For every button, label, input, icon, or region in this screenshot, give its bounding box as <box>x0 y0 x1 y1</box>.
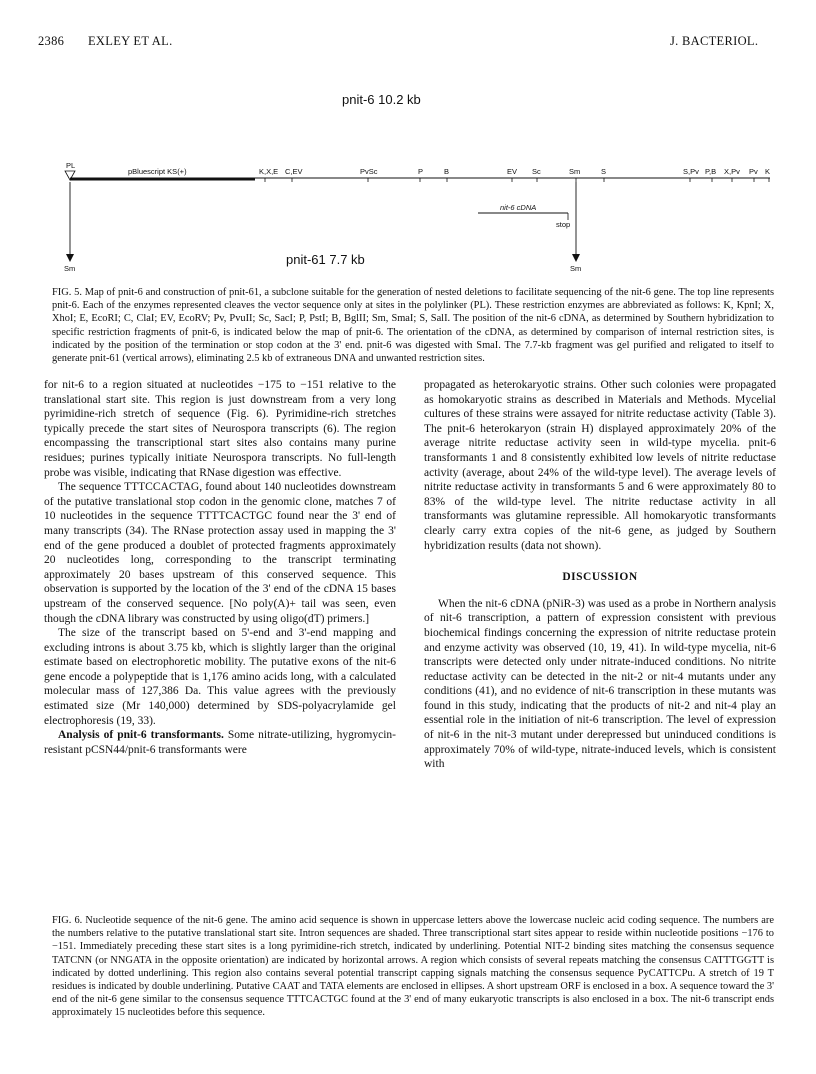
site-label: K <box>765 167 771 176</box>
left-column <box>44 378 396 757</box>
section-run-in-heading: Analysis of pnit-6 transformants. <box>58 729 224 742</box>
map-title: pnit-6 10.2 kb <box>342 92 421 107</box>
site-label: C,EV <box>285 167 303 176</box>
vector-label: pBluescript KS(+) <box>128 167 187 176</box>
journal-name: J. BACTERIOL. <box>670 34 759 48</box>
section-heading: DISCUSSION <box>562 571 638 584</box>
paragraph <box>44 728 396 757</box>
sm-left-label: Sm <box>64 264 76 273</box>
figure-6-caption: FIG. 6. Nucleotide sequence of the nit-6 gene. The amino acid sequence is shown in uppercase letters above the lowercase nucleic acid coding sequence. The numbers are the numbers relative to the putative translational start site. Intron sequences are shaded. Three transcriptional start sites appear to reside within nucleotide positions −176 to −151. Immediately preceding these start sites is a long pyrimidine-rich stretch, indicated by underlining. Potential NIT-2 binding sites matching the consensus sequence TATCNN (or NNGATA in the opposite orientation) are indicated by horizontal arrows. A region which consists of several repeats matching the consensus CATTTGGTT is indicated by dotted underlining. This region also contains several potential transcript capping signals matching the consensus sequence PyCATTCPu. A stretch of 19 T residues is indicated by double underlining. Putative CAAT and TATA elements are enclosed in ellipses. A short upstream ORF is enclosed in a box. A sequence toward the 3' end of the nit-6 gene similar to the consensus sequence TTTCACTGC found at the 3' end of many eukaryotic transcripts is also enclosed in a box. The nit-6 transcript ends approximately 15 nucleotides before this sequence. <box>52 915 774 1019</box>
site-label: B <box>444 167 450 176</box>
site-label: K,X,E <box>259 167 279 176</box>
paragraph-text: Some nitrate-utilizing, hygromycin-resistant pCSN44/pnit-6 transformants were <box>44 729 396 756</box>
stop-label: stop <box>556 220 571 229</box>
right-column <box>424 378 776 772</box>
site-label: P,B <box>705 167 717 176</box>
running-authors: EXLEY ET AL. <box>88 34 173 48</box>
site-label: Pv <box>749 167 758 176</box>
site-label: S,Pv <box>683 167 699 176</box>
site-label: EV <box>507 167 518 176</box>
paragraph: for nit-6 to a region situated at nucleotides −175 to −151 relative to the translational start site. This region is just downstream from a very long pyrimidine-rich stretch of sequence (Fig. 6). Pyrimidine-rich stretches typically precede the start sites of Neurospora transcripts (6). The region encompassing the transcriptional start sites also contains many purine residues; purines typically initiate Neurospora transcripts. No full-length probe was visible, indicating that RNase digestion was effective. <box>44 379 396 479</box>
paragraph: The size of the transcript based on 5'-end and 3'-end mapping and excluding introns is about 3.75 kb, which is slightly larger than the original estimate based on electrophoretic mobility. The putative exons of the nit-6 gene encode a polypeptide that is 1,176 amino acids long, with a calculated molecular mass of 127,386 Da. This value agrees with the previously estimated size (Mr 140,000) determined by SDS-polyacrylamide gel electrophoresis (19, 33). <box>44 627 396 727</box>
paragraph: When the nit-6 cDNA (pNiR-3) was used as a probe in Northern analysis of nit-6 transcription, a pattern of expression consistent with previous biochemical findings concerning the expression of nitrite reductase protein and enzyme activity was observed (10, 19, 41). In wild-type mycelia, nit-6 transcripts were detected only under nitrate-induced conditions. No nitrite reductase activity can be detected in the nit-2 or nit-4 mutants under any conditions (41), and no evidence of nit-6 transcription in these mutants was found in this study, indicating that the products of nit-2 and nit-4 play an essential role in the initiation of nit-6 transcription. The level of expression of nit-6 in the nit-3 mutant under derepressed but uninduced conditions is approximately 70% of wild-type, nitrate-induced levels, which is consistent with <box>424 597 776 771</box>
pl-label: PL <box>66 161 76 170</box>
site-label: Sc <box>532 167 541 176</box>
figure-5-map <box>0 0 816 290</box>
site-label: X,Pv <box>724 167 740 176</box>
sm-right-label: Sm <box>570 264 582 273</box>
paragraph: propagated as heterokaryotic strains. Other such colonies were propagated as homokaryotic strains as described in Materials and Methods. Mycelial cultures of these strains were assayed for nitrite reductase activity (Table 3). The pnit-6 heterokaryon (strain H) displayed approximately 20% of the average nitrite reductase activity seen in wild-type mycelia. pnit-6 transformants 1 and 8 consistently exhibited low levels of nitrite reductase activity (average, about 24% of the wild-type level). The average levels of nitrite reductase activity in transformants 5 and 6 were approximately 80 to 83% of the wild-type level. The nitrite reductase activity in all transformants was glutamine repressible. All homokaryotic transformants clearly carry extra copies of the nit-6 gene, as judged by Southern hybridization results (data not shown). <box>424 379 776 552</box>
site-label: PvSc <box>360 167 378 176</box>
site-ticks <box>265 178 769 182</box>
cdna-label: nit-6 cDNA <box>500 203 537 212</box>
site-label: Sm <box>569 167 581 176</box>
subclone-label: pnit-61 7.7 kb <box>286 252 365 267</box>
site-label: P <box>418 167 424 176</box>
figure-5-caption: FIG. 5. Map of pnit-6 and construction of pnit-61, a subclone suitable for the generation of nested deletions to facilitate sequencing of the nit-6 gene. The top line represents pnit-6. Each of the enzymes represented cleaves the vector sequence only at sites in the polylinker (PL). These restriction enzymes are abbreviated as follows: K, KpnI; X, XhoI; E, EcoRI; C, ClaI; EV, EcoRV; Pv, PvuII; Sc, SacI; P, PstI; B, BglII; Sm, SmaI; S, SalI. The position of the nit-6 cDNA, as determined by Southern hybridization to specific restriction fragments of pnit-6, is indicated below the map of pnit-6. The orientation of the cDNA, as determined by comparison of internal restriction sites, is indicated by the position of the termination or stop codon at the 3' end. pnit-6 was digested with SmaI. The 7.7-kb fragment was gel purified and religated to itself to generate pnit-61 (vertical arrows), eliminating 2.5 kb of extraneous DNA and unwanted restriction sites. <box>52 287 774 365</box>
site-label: S <box>601 167 607 176</box>
page-number: 2386 <box>38 34 65 48</box>
paragraph: The sequence TTTCCACTAG, found about 140 nucleotides downstream of the putative translational stop codon in the genomic clone, matches 7 of 10 nucleotides in the sequence TTTTCACTGC found near the 3' end of many transcripts (34). The RNase protection assay used in mapping the 3' end of the gene produced a doublet of protected fragments approximately 20 nucleotides long, corresponding to the transcript terminating approximately 20 bases upstream of this conserved sequence. This observation is supported by the location of the 3' end of the cDNA 15 bases upstream of the conserved sequence. [No poly(A)+ tail was seen, even though the cDNA library was constructed by using oligo(dT) primers.] <box>44 481 396 625</box>
